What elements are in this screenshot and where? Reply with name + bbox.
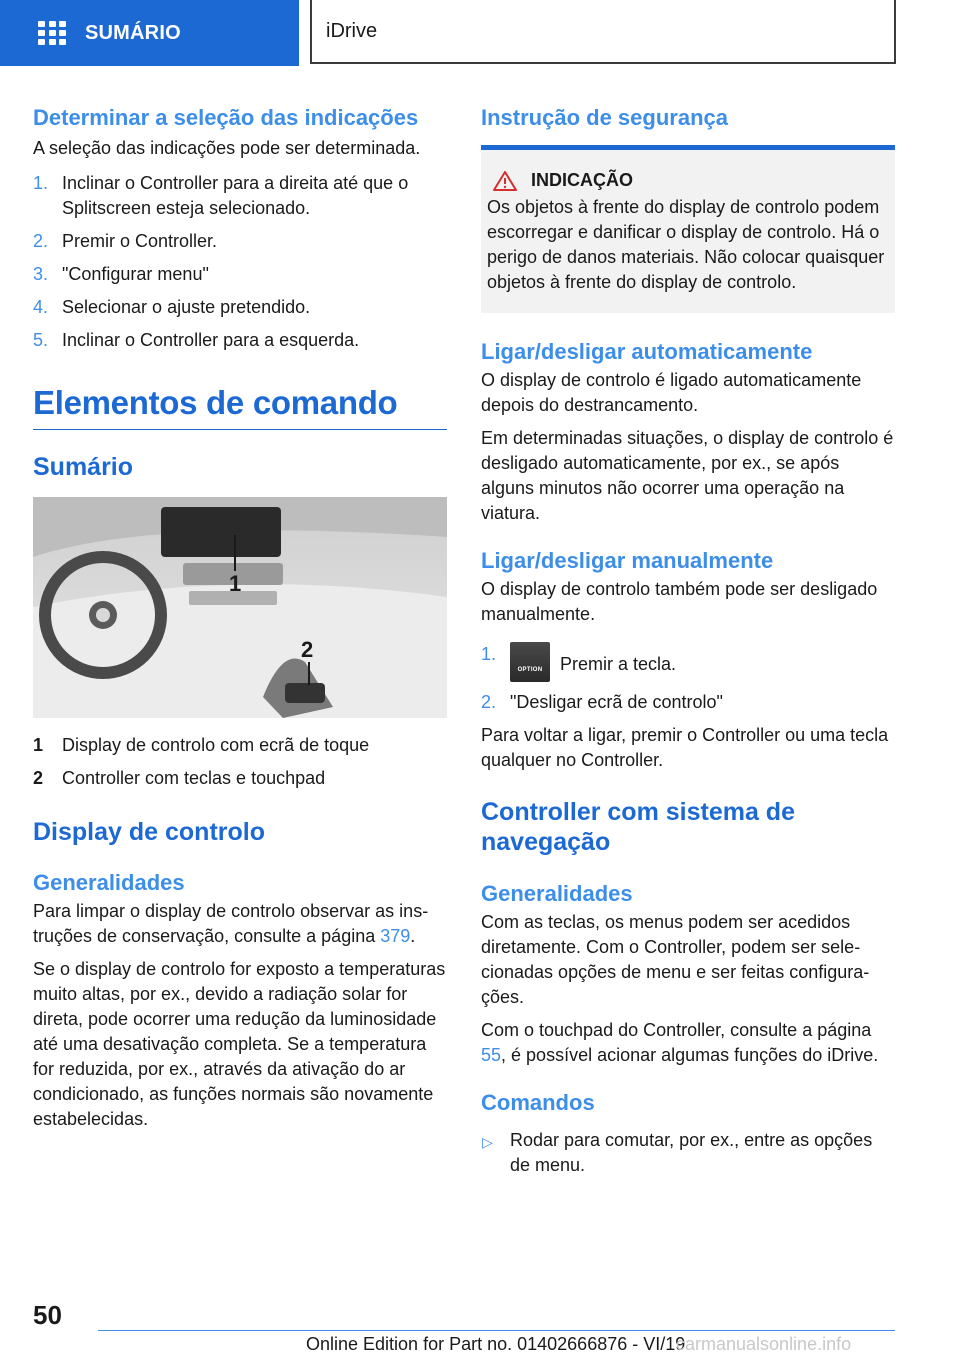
callout-1: 1 — [229, 571, 242, 596]
page-link-379[interactable]: 379 — [380, 926, 411, 946]
auto-paragraph-2: Em determinadas situações, o display de controlo é desligado automaticamente, por ex., se após alguns minutos não ocorrer uma operação na viatura. — [481, 428, 894, 523]
list-item: 1. OPTION Premir a tecla. — [481, 642, 895, 682]
footer-divider — [98, 1330, 895, 1331]
image-legend — [33, 733, 447, 791]
manual-steps — [481, 642, 895, 715]
left-column — [33, 96, 447, 1132]
watermark: carmanualsonline.info — [676, 1334, 852, 1354]
callout-2: 2 — [301, 637, 314, 662]
list-item: 3. "Configurar menu" — [33, 264, 209, 284]
list-item: 1 Display de controlo com ecrã de toque — [33, 735, 370, 755]
list-item: 2 Controller com teclas e touchpad — [33, 768, 326, 788]
right-column — [481, 96, 895, 1178]
manual-paragraph-2: Para voltar a ligar, premir o Controller ou uma tecla qualquer no Controller. — [481, 725, 889, 770]
list-item: 2. "Desligar ecrã de controlo" — [481, 692, 723, 712]
selection-steps — [33, 171, 447, 353]
safety-heading: Instrução de segurança — [481, 105, 728, 130]
list-item: 4. Selecionar o ajuste pretendido. — [33, 297, 311, 317]
page-number: 50 — [33, 1300, 62, 1330]
notice-text: Os objetos à frente do display de controlo podem escorregar e danificar o display de controlo. Há o perigo de danos materiais. Não colocar quaisquer objetos à frente do display de controlo. — [487, 197, 885, 292]
general-paragraph-1: Para limpar o display de controlo observar as instruções de conservação, consulte a página 379. — [33, 901, 429, 946]
summary-button[interactable] — [0, 0, 299, 66]
page-link-55[interactable]: 55 — [481, 1045, 502, 1065]
selection-heading: Determinar a seleção das indicações — [33, 105, 419, 130]
nav-general-heading: Generalidades — [481, 881, 633, 906]
display-heading: Display de controlo — [33, 818, 265, 846]
notice-title: INDICAÇÃO — [531, 170, 633, 190]
general-heading: Generalidades — [33, 870, 185, 895]
top-bar — [0, 0, 960, 66]
warning-icon — [493, 171, 517, 191]
list-item: 2. Premir o Controller. — [33, 231, 218, 251]
selection-intro: A seleção das indicações pode ser determinada. — [33, 138, 421, 158]
nav-paragraph-2: Com o touchpad do Controller, consulte a página 55, é possível acionar algumas funções do iDrive. — [481, 1020, 879, 1065]
section-title: Elementos de comando — [33, 383, 447, 430]
commands-list — [481, 1128, 895, 1178]
manual-heading: Ligar/desligar manualmente — [481, 548, 774, 573]
list-item: 5. Inclinar o Controller para a esquerda. — [33, 330, 360, 350]
commands-heading: Comandos — [481, 1090, 595, 1115]
cockpit-image — [33, 497, 447, 718]
general-paragraph-2: Se o display de controlo for exposto a temperaturas muito altas, por ex., devido a radiação solar for direta, pode ocorrer uma redução da luminosidade até uma desativação completa. Se a temperatura for reduzida, por ex., através da ativação do ar condicionado, as funções normais são novamente estabelecidas. — [33, 959, 446, 1129]
list-item: 1. Inclinar o Controller para a direita até que o Splitscreen esteja selecionado. — [33, 173, 409, 218]
nav-paragraph-1: Com as teclas, os menus podem ser acedidos diretamente. Com o Controller, podem ser selecionadas opções de menu e ser feitas configurações. — [481, 912, 870, 1007]
summary-label: SUMÁRIO — [85, 21, 181, 44]
auto-paragraph-1: O display de controlo é ligado automaticamente depois do destrancamento. — [481, 370, 862, 415]
notice-box — [481, 150, 895, 313]
list-item: ▷ Rodar para comutar, por ex., entre as opções de menu. — [482, 1130, 873, 1175]
triangle-bullet-icon: ▷ — [482, 1134, 493, 1150]
chapter-title — [310, 0, 896, 64]
manual-paragraph-1: O display de controlo também pode ser desligado manualmente. — [481, 579, 878, 624]
nav-heading: Controller com sistema de navegação — [481, 798, 795, 856]
notice-header — [487, 170, 889, 191]
option-key-icon: OPTION — [510, 642, 550, 682]
cockpit-illustration — [33, 497, 447, 718]
chapter-title-text: iDrive — [326, 19, 378, 42]
overview-heading: Sumário — [33, 453, 134, 481]
auto-heading: Ligar/desligar automaticamente — [481, 339, 813, 364]
edition-note: Online Edition for Part no. 01402666876 - VI/19 — [306, 1334, 686, 1354]
grid-menu-icon — [38, 21, 66, 45]
